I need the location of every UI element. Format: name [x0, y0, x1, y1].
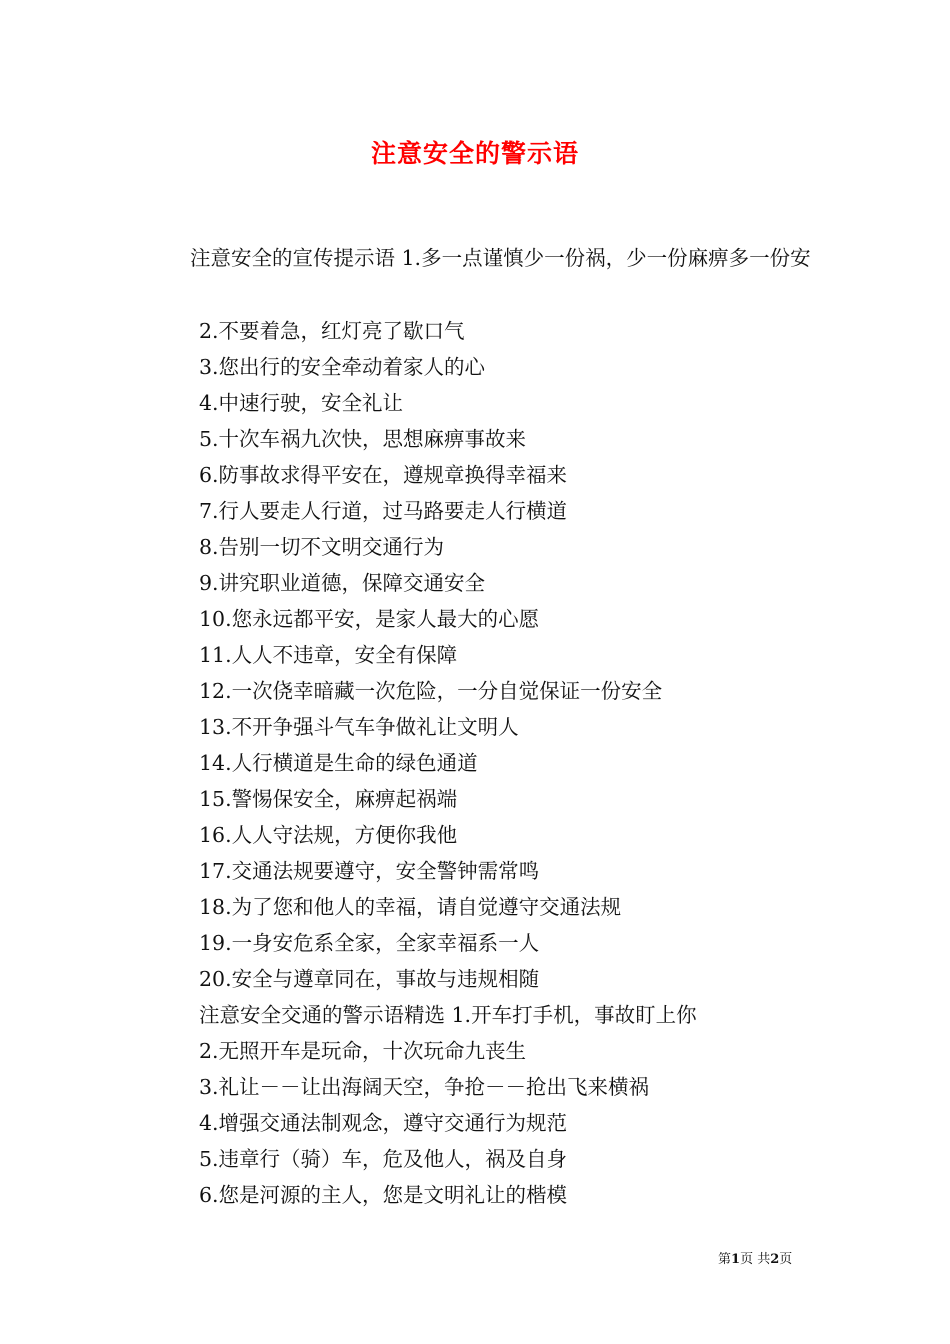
- slogan-line: 5.违章行（骑）车，危及他人，祸及自身: [199, 1147, 568, 1171]
- slogan-line: 14.人行横道是生命的绿色通道: [199, 751, 478, 775]
- slogan-line: 17.交通法规要遵守，安全警钟需常鸣: [199, 859, 540, 883]
- slogan-line: 11.人人不违章，安全有保障: [199, 643, 458, 667]
- slogan-list: [199, 313, 819, 1213]
- slogan-line: 20.安全与遵章同在，事故与违规相随: [199, 967, 540, 991]
- intro-paragraph: 注意安全的宣传提示语 1.多一点谨慎少一份祸，少一份麻痹多一份安: [190, 246, 811, 270]
- footer-suffix: 页: [779, 1252, 793, 1267]
- slogan-line: 12.一次侥幸暗藏一次危险，一分自觉保证一份安全: [199, 679, 663, 703]
- slogan-line: 4.增强交通法制观念，遵守交通行为规范: [199, 1111, 568, 1135]
- slogan-line: 8.告别一切不文明交通行为: [199, 535, 445, 559]
- slogan-line: 5.十次车祸九次快，思想麻痹事故来: [199, 427, 527, 451]
- slogan-line: 18.为了您和他人的幸福，请自觉遵守交通法规: [199, 895, 622, 919]
- page-footer: [718, 1248, 792, 1267]
- slogan-line: 10.您永远都平安，是家人最大的心愿: [199, 607, 540, 631]
- document-title: 注意安全的警示语: [370, 139, 579, 168]
- slogan-line: 9.讲究职业道德，保障交通安全: [199, 571, 486, 595]
- footer-middle: 页 共: [740, 1252, 771, 1267]
- section-heading-line: 注意安全交通的警示语精选 1.开车打手机，事故盯上你: [199, 1003, 697, 1027]
- current-page-number: 1: [731, 1252, 741, 1267]
- slogan-line: 15.警惕保安全，麻痹起祸端: [199, 787, 458, 811]
- slogan-line: 6.您是河源的主人，您是文明礼让的楷模: [199, 1183, 568, 1207]
- slogan-line: 3.您出行的安全牵动着家人的心: [199, 355, 486, 379]
- slogan-line: 13.不开争强斗气车争做礼让文明人: [199, 715, 519, 739]
- slogan-line: 2.不要着急，红灯亮了歇口气: [199, 319, 465, 343]
- slogan-line: 16.人人守法规，方便你我他: [199, 823, 458, 847]
- total-pages-number: 2: [770, 1252, 780, 1267]
- slogan-line: 6.防事故求得平安在，遵规章换得幸福来: [199, 463, 568, 487]
- slogan-line: 3.礼让－－让出海阔天空，争抢－－抢出飞来横祸: [199, 1075, 650, 1099]
- slogan-line: 4.中速行驶，安全礼让: [199, 391, 404, 415]
- footer-prefix: 第: [718, 1252, 732, 1267]
- slogan-line: 7.行人要走人行道，过马路要走人行横道: [199, 499, 568, 523]
- slogan-line: 2.无照开车是玩命，十次玩命九丧生: [199, 1039, 527, 1063]
- slogan-line: 19.一身安危系全家，全家幸福系一人: [199, 931, 540, 955]
